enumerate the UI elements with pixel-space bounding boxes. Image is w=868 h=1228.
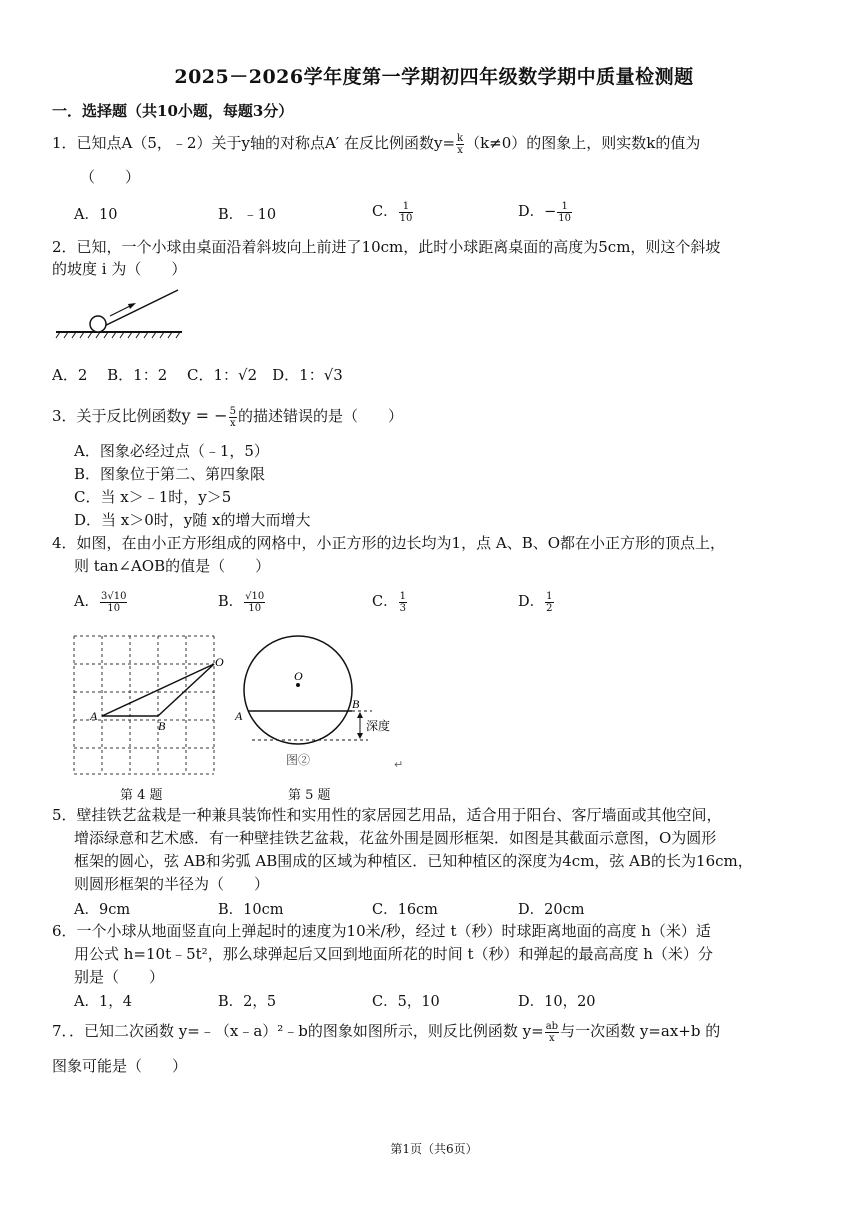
q4-option-d: D． $\frac{1}{2}$: [518, 590, 553, 614]
point-b-label: B: [352, 697, 360, 711]
option-c: C． $\frac{1}{10}$: [372, 200, 413, 224]
q5-option-b: B．10cm: [218, 902, 284, 918]
option-a: A．10: [74, 207, 118, 223]
q6-option-a: A．1，4: [74, 994, 132, 1010]
q6-option-b: B．2，5: [218, 994, 277, 1010]
question-5-line-2: 增添绿意和艺术感．有一种壁挂铁艺盆栽，花盆外围是圆形框架．如图是其截面示意图，O为圆形: [74, 829, 717, 847]
answer-paren: （ ）: [80, 168, 141, 186]
q4-option-b: B． $\frac{√10}{10}$: [218, 590, 265, 614]
q1-text: A（5，﹣2）关于: [121, 134, 242, 152]
q1-text: y=: [433, 134, 456, 152]
q6-option-d: D．10，20: [518, 994, 596, 1010]
question-4-line-1: 4．如图，在由小正方形组成的网格中，小正方形的边长均为1，点 A、B、O都在小正方形的顶点上，: [52, 534, 726, 552]
label-b: B: [158, 719, 166, 733]
q1-text: （k≠0）的图象上，则实数: [465, 134, 647, 152]
question-6-line-3: 别是（ ）: [74, 968, 165, 986]
label-a: A: [90, 709, 98, 723]
question-5-line-1: 5．壁挂铁艺盆栽是一种兼具装饰性和实用性的家居园艺用品，适合用于阳台、客厅墙面或其他空间，: [52, 806, 722, 824]
fraction-k-over-x: $\frac{k}{x}$: [457, 132, 464, 156]
q3-option-c: C．当 x＞﹣1时，y＞5: [74, 488, 232, 506]
question-5-line-3: 框架的圆心，弦 AB和劣弧 AB围成的区域为种植区．已知种植区的深度为4cm，弦 AB的长为16cm，: [74, 852, 753, 870]
page-title: 2025－2026学年度第一学期初四年级数学期中质量检测题: [174, 66, 694, 88]
question-7-line-2: 图象可能是（ ）: [52, 1057, 188, 1075]
q1-text: k的值为: [646, 134, 701, 152]
question-1-line-1: [52, 132, 700, 156]
page-footer: 第1页（共6页）: [390, 1142, 478, 1156]
figure-5-caption: 第 5 题: [288, 788, 331, 803]
q5-option-d: D．20cm: [518, 902, 585, 918]
grid-figure: [70, 632, 230, 778]
q1-text: A′ 在反比例函数: [324, 134, 434, 152]
point-a-label: A: [235, 709, 243, 723]
figure-4-caption: 第 4 题: [120, 788, 163, 803]
option-b: B．﹣10: [218, 207, 277, 223]
center-label: O: [294, 669, 303, 683]
q3-option-a: A．图象必经过点（﹣1，5）: [74, 442, 269, 460]
q6-option-c: C．5，10: [372, 994, 440, 1010]
depth-label: 深度: [366, 719, 391, 733]
section-heading: 一．选择题（共10小题，每题3分）: [52, 102, 294, 120]
question-6-line-1: 6．一个小球从地面竖直向上弹起时的速度为10米/秒，经过 t（秒）时球距离地面的高度 h（米）适: [52, 922, 711, 940]
q4-option-a: A． $\frac{3√10}{10}$: [74, 590, 127, 614]
circle-figure: [232, 628, 412, 778]
q1-text: 1．已知点: [52, 134, 122, 152]
return-mark: ↵: [394, 758, 404, 771]
question-6-line-2: 用公式 h=10t﹣5t²，那么球弹起后又回到地面所花的时间 t（秒）和弹起的最高高度 h（米）分: [74, 945, 713, 963]
slope-figure: [52, 284, 187, 340]
label-o: O: [215, 655, 224, 669]
question-2-line-1: 2．已知，一个小球由桌面沿着斜坡向上前进了10cm，此时小球距离桌面的高度为5cm，则这个斜坡: [52, 238, 721, 256]
question-2-options: A．2 B．1：2 C．1：√2 D．1：√3: [52, 366, 343, 384]
question-5-line-4: 则圆形框架的半径为（ ）: [74, 875, 270, 893]
question-7-line-1: 7．．已知二次函数 y=﹣（x﹣a）²﹣b的图象如图所示，则反比例函数 y= $\frac{ab}{x}$ 与一次函数 y=ax+b 的: [52, 1020, 721, 1044]
option-d: D．− $\frac{1}{10}$: [518, 200, 572, 224]
q1-text: y轴的对称点: [241, 134, 325, 152]
q4-option-c: C． $\frac{1}{3}$: [372, 590, 406, 614]
q3-option-d: D．当 x＞0时，y随 x的增大而增大: [74, 511, 311, 529]
q5-option-a: A．9cm: [74, 902, 131, 918]
question-4-line-2: 则 tan∠AOB的值是（ ）: [74, 557, 271, 575]
q5-option-c: C．16cm: [372, 902, 438, 918]
figure-tag: 图②: [286, 753, 311, 767]
question-2-line-2: 的坡度 i 为（ ）: [52, 260, 187, 278]
q3-option-b: B．图象位于第二、第四象限: [74, 465, 266, 483]
question-3-line-1: 3．关于反比例函数y = − $\frac{5}{x}$ 的描述错误的是（ ）: [52, 405, 403, 429]
